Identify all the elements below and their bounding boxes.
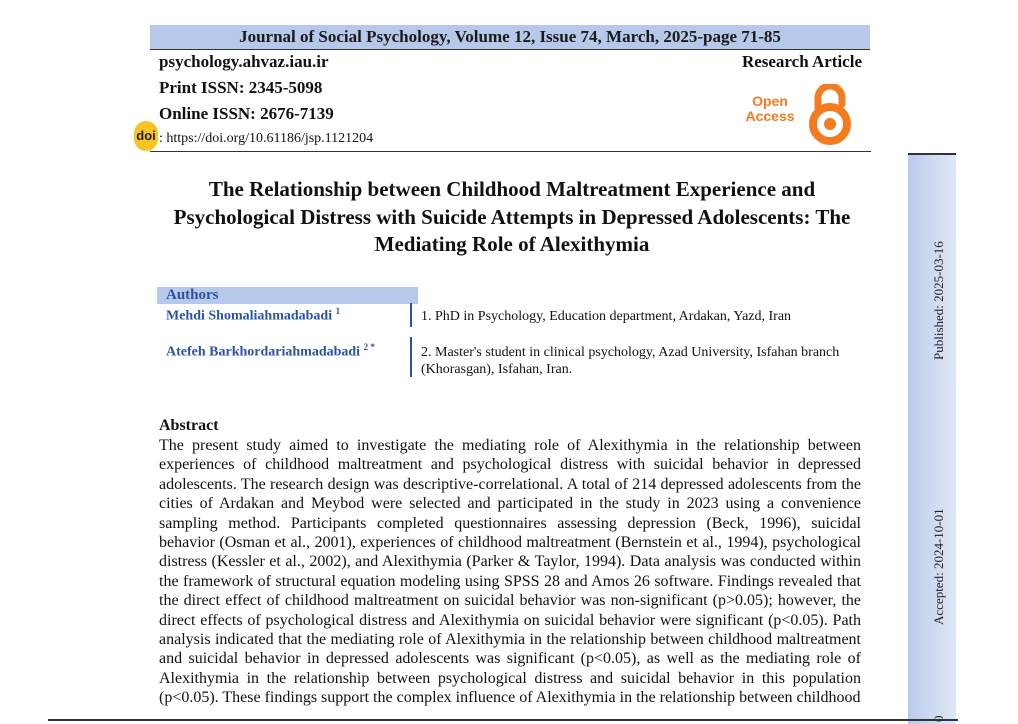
online-issn: Online ISSN: 2676-7139: [159, 104, 334, 123]
abstract-heading: Abstract: [159, 417, 219, 434]
doi-link[interactable]: : https://doi.org/10.61186/jsp.1121204: [159, 131, 374, 146]
open-access-icon: [800, 84, 860, 146]
published-date: Published: 2025-03-16: [931, 241, 946, 360]
authors-heading: Authors: [157, 287, 418, 304]
author-1[interactable]: [166, 306, 340, 325]
accepted-date: Accepted: 2024-10-01: [931, 508, 946, 625]
article-type-label: Research Article: [741, 52, 862, 71]
journal-website[interactable]: psychology.ahvaz.iau.ir: [159, 52, 329, 71]
doi-icon: doi: [134, 121, 158, 151]
journal-header-bar: Journal of Social Psychology, Volume 12, Issue 74, March, 2025-page 71-85: [150, 25, 870, 50]
author-superscript: 2 *: [363, 342, 375, 352]
author-name: Atefeh Barkhordariahmadabadi: [166, 344, 361, 360]
affiliation-rule: [410, 303, 412, 327]
print-issn: Print ISSN: 2345-5098: [159, 78, 323, 97]
affiliation-2: 2. Master's student in clinical psychology, Azad University, Isfahan branch (Khorasgan), Isfahan, Iran.: [421, 345, 840, 377]
open-access-label: [738, 94, 802, 124]
author-2[interactable]: [166, 342, 375, 361]
author-name: Mehdi Shomaliahmadabadi: [166, 308, 333, 324]
affiliation-1: 1. PhD in Psychology, Education department, Ardakan, Yazd, Iran: [421, 309, 792, 324]
abstract-text: The present study aimed to investigate the mediating role of Alexithymia in the relationship between experiences of childhood maltreatment and psychological distress with suicidal behavior in depressed adolescents. The research design was descriptive-correlational. A total of 214 depressed adolescents from the cities of Ardakan and Meybod were selected and participated in the study in 2023 using a convenience sampling method. Participants completed questionnaires assessing depression (Beck, 1996), suicidal behavior (Osman et al., 2001), experiences of childhood maltreatment (Bernstein et al., 1994), psychological distress (Kessler et al., 2002), and Alexithymia (Parker & Taylor, 1994). Data analysis was conducted within the framework of structural equation modeling using SPSS 28 and Amos 26 software. Findings revealed that the direct effect of childhood maltreatment on suicidal behavior was non-significant (p>0.05); however, the direct effects of psychological distress and Alexithymia on suicidal behavior were significant (p<0.05). Path analysis indicated that the mediating role of Alexithymia in the relationship between childhood maltreatment and suicidal behavior in depressed adolescents was significant (p<0.05), as well as the mediating role of Alexithymia in the relationship between psychological distress and suicidal behavior in this population (p<0.05). These findings support the complex influence of Alexithymia in the relationship between childhood: [159, 437, 861, 707]
side-date-band: [908, 153, 956, 724]
open-access-line2: Access: [745, 108, 795, 124]
article-title: The Relationship between Childhood Maltreatment Experience and Psychological Distress with Suicide Attempts in Depressed Adolescents: The Mediating Role of Alexithymia: [173, 177, 851, 256]
author-superscript: 1: [335, 306, 341, 316]
affiliation-rule: [410, 337, 412, 377]
page-bottom-rule: [48, 719, 958, 721]
open-access-line1: Open: [752, 93, 788, 109]
header-divider: [150, 151, 871, 152]
